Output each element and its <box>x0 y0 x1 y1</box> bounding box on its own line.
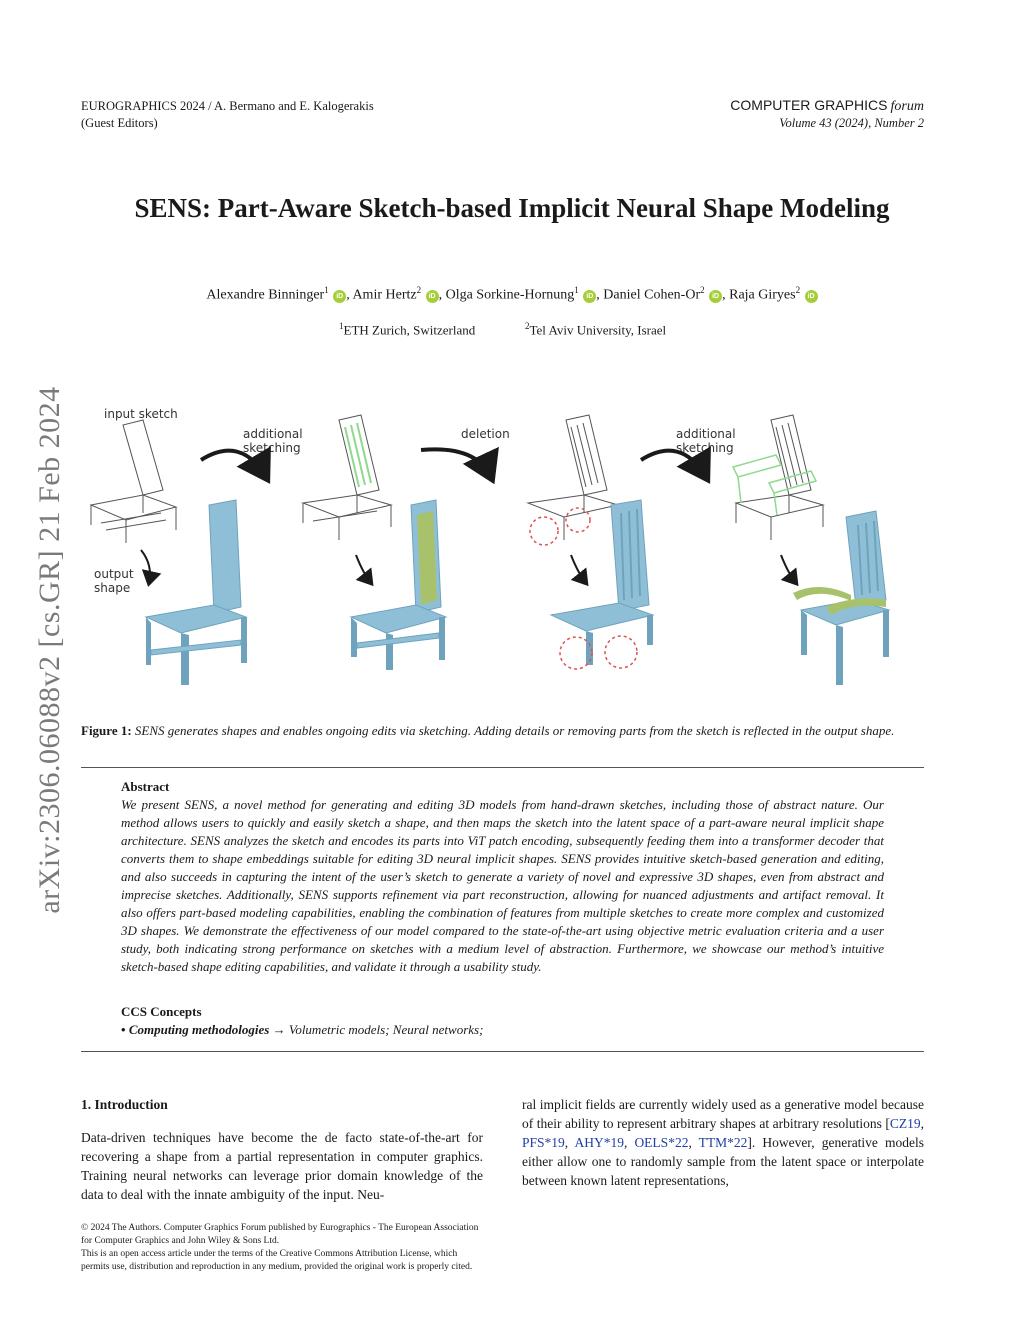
author-affil-sup: 2 <box>795 285 801 295</box>
orcid-icon[interactable]: iD <box>709 290 722 303</box>
arrow-icon <box>781 555 796 583</box>
label-shape: shape <box>94 581 131 595</box>
author-list: Alexandre Binninger$^1$ iD , Amir Hertz$^2$ iD , Olga Sorkine-Hornung$^1$ iD , Daniel Cohen-Or$^2$ iD , Raja Giryes$^2$ iD <box>0 285 1024 304</box>
label-output: output <box>94 567 134 581</box>
affiliation-2 <box>525 321 666 338</box>
sketch-armrests <box>736 415 823 540</box>
journal-suffix: forum <box>890 99 924 114</box>
ccs-bullet: • <box>121 1022 126 1037</box>
author-name: Amir Hertz <box>352 287 417 303</box>
divider <box>81 767 924 768</box>
footnote-line: © 2024 The Authors. Computer Graphics Forum published by Eurographics - The European Association for Computer Graphics and John Wiley & Sons Ltd. <box>81 1223 479 1246</box>
citation-link[interactable]: TTM*22 <box>698 1135 748 1150</box>
affil-text: Tel Aviv University, Israel <box>529 322 667 338</box>
arrow-icon <box>356 555 371 583</box>
intro-text: ral implicit fields are currently widely used as a generative model because of their ability to represent arbitrary shapes at arbitrary resolutions [ <box>522 1097 924 1131</box>
divider <box>81 1051 924 1052</box>
author-affil-sup: 2 <box>700 285 705 295</box>
author-affil-sup: 2 <box>416 285 422 295</box>
affil-sup: 1 <box>339 321 344 331</box>
intro-text: ]. However, generative models either allow one to randomly sample from the latent space or interpolate between known latent representations, <box>522 1135 924 1188</box>
sketch-input <box>91 420 176 543</box>
arrow-icon <box>421 449 491 477</box>
figure-caption <box>81 722 924 740</box>
label-input-sketch: input sketch <box>104 407 178 421</box>
citation-link[interactable]: CZ19 <box>889 1116 921 1131</box>
copyright-footnote <box>81 1222 483 1274</box>
abstract-block <box>121 778 884 976</box>
deletion-circle <box>530 517 558 545</box>
author-name: Raja Giryes <box>729 287 796 303</box>
intro-right-column: ral implicit fields are currently widely used as a generative model because of their ability to represent arbitrary shapes at arbitrary resolutions [CZ19, PFS*19, AHY*19, OELS*22, TTM*22]. However, generative models either allow one to randomly sample from the latent space or interpolate between known latent representations, <box>522 1097 924 1188</box>
ccs-heading: CCS Concepts <box>121 1004 202 1019</box>
sketch-new-slats <box>345 423 371 487</box>
paper-title: SENS: Part-Aware Sketch-based Implicit Neural Shape Modeling <box>134 193 890 223</box>
author-name: Olga Sorkine-Hornung <box>445 287 575 303</box>
conference-line: EUROGRAPHICS 2024 / A. Bermano and E. Kalogerakis <box>81 99 374 113</box>
chair-output-4 <box>793 511 889 685</box>
author-name: Daniel Cohen-Or <box>603 287 701 303</box>
label-deletion: deletion <box>461 427 510 441</box>
caption-label: Figure 1: <box>81 723 132 738</box>
running-header-right <box>730 97 924 132</box>
chair-output-2 <box>351 500 446 670</box>
teaser-figure <box>81 395 926 705</box>
intro-left-column: Data-driven techniques have become the de facto state-of-the-art for recovering a shape from a partial representation in computer graphics. Training neural networks can leverage prior domain knowledge of the data to deal with the innate ambiguity of the input. Neu- <box>81 1130 483 1202</box>
journal-name: COMPUTER GRAPHICS <box>730 97 888 113</box>
sketch-new-armrests <box>733 455 816 515</box>
volume-line: Volume 43 (2024), Number 2 <box>779 116 924 130</box>
guest-editors-line: (Guest Editors) <box>81 116 158 130</box>
citation-link[interactable]: OELS*22 <box>634 1135 689 1150</box>
ccs-term: Computing methodologies <box>128 1022 270 1037</box>
arxiv-stamp: arXiv:2306.06088v2 [cs.GR] 21 Feb 2024 <box>33 386 66 914</box>
citation-link[interactable]: PFS*19 <box>522 1135 565 1150</box>
running-header-left <box>81 98 374 132</box>
label-sketching-2: sketching <box>676 441 734 455</box>
affil-sup: 2 <box>525 321 530 331</box>
arrow-icon <box>571 555 586 583</box>
author-name: Alexandre Binninger <box>206 287 325 303</box>
citation-link[interactable]: AHY*19 <box>574 1135 624 1150</box>
affiliation-1 <box>339 321 475 338</box>
chair-output-1 <box>146 500 247 685</box>
label-additional-1: additional <box>243 427 303 441</box>
orcid-icon[interactable]: iD <box>805 290 818 303</box>
caption-text: SENS generates shapes and enables ongoing edits via sketching. Adding details or removing parts from the sketch is reflected in the output shape. <box>134 723 895 738</box>
abstract-text: We present SENS, a novel method for generating and editing 3D models from hand-drawn sketches, including those of abstract nature. Our method allows users to quickly and easily sketch a shape, and then maps the sketch into the latent space of a part-aware neural implicit shape architecture. SENS analyzes the sketch and encodes its parts into ViT patch encoding, subsequently feeding them into a transformer decoder that converts them to shape embeddings suitable for editing 3D neural implicit shapes. SENS provides intuitive sketch-based generation and editing, and also succeeds in capturing the intent of the user’s sketch to generate a variety of novel and expressive 3D shapes, even from abstract and imprecise sketches. Additionally, SENS supports refinement via part reconstruction, allowing for nuanced adjustments and artifact removal. It also offers part-based modeling capabilities, enabling the combination of features from multiple sketches to create more complex and customized 3D shapes. We demonstrate the effectiveness of our model compared to the state-of-the-art using objective metric evaluation criteria and a user study, both indicating strong performance on sketches with a medium level of abstraction. Furthermore, we showcase our method’s intuitive sketch-based shape editing capabilities, and validate it through a usability study. <box>121 797 884 974</box>
author-affil-sup: 1 <box>574 285 579 295</box>
arrow-icon <box>141 550 150 583</box>
author-affil-sup: 1 <box>324 285 329 295</box>
affil-text: ETH Zurich, Switzerland <box>343 322 476 338</box>
section-heading: 1. Introduction <box>81 1097 168 1112</box>
abstract-heading: Abstract <box>121 779 170 794</box>
ccs-items: Volumetric models; Neural networks; <box>288 1022 484 1037</box>
label-additional-2: additional <box>676 427 736 441</box>
sketch-deletion <box>528 415 618 540</box>
deletion-circle <box>605 636 637 668</box>
label-sketching-1: sketching <box>243 441 301 455</box>
footnote-line: This is an open access article under the terms of the Creative Commons Attribution License, which permits use, distribution and reproduction in any medium, provided the original work is properly cited. <box>81 1249 473 1272</box>
orcid-icon[interactable]: iD <box>583 290 596 303</box>
ccs-arrow: → <box>272 1022 286 1037</box>
ccs-block <box>121 1003 483 1039</box>
orcid-icon[interactable]: iD <box>333 290 346 303</box>
orcid-icon[interactable]: iD <box>426 290 439 303</box>
